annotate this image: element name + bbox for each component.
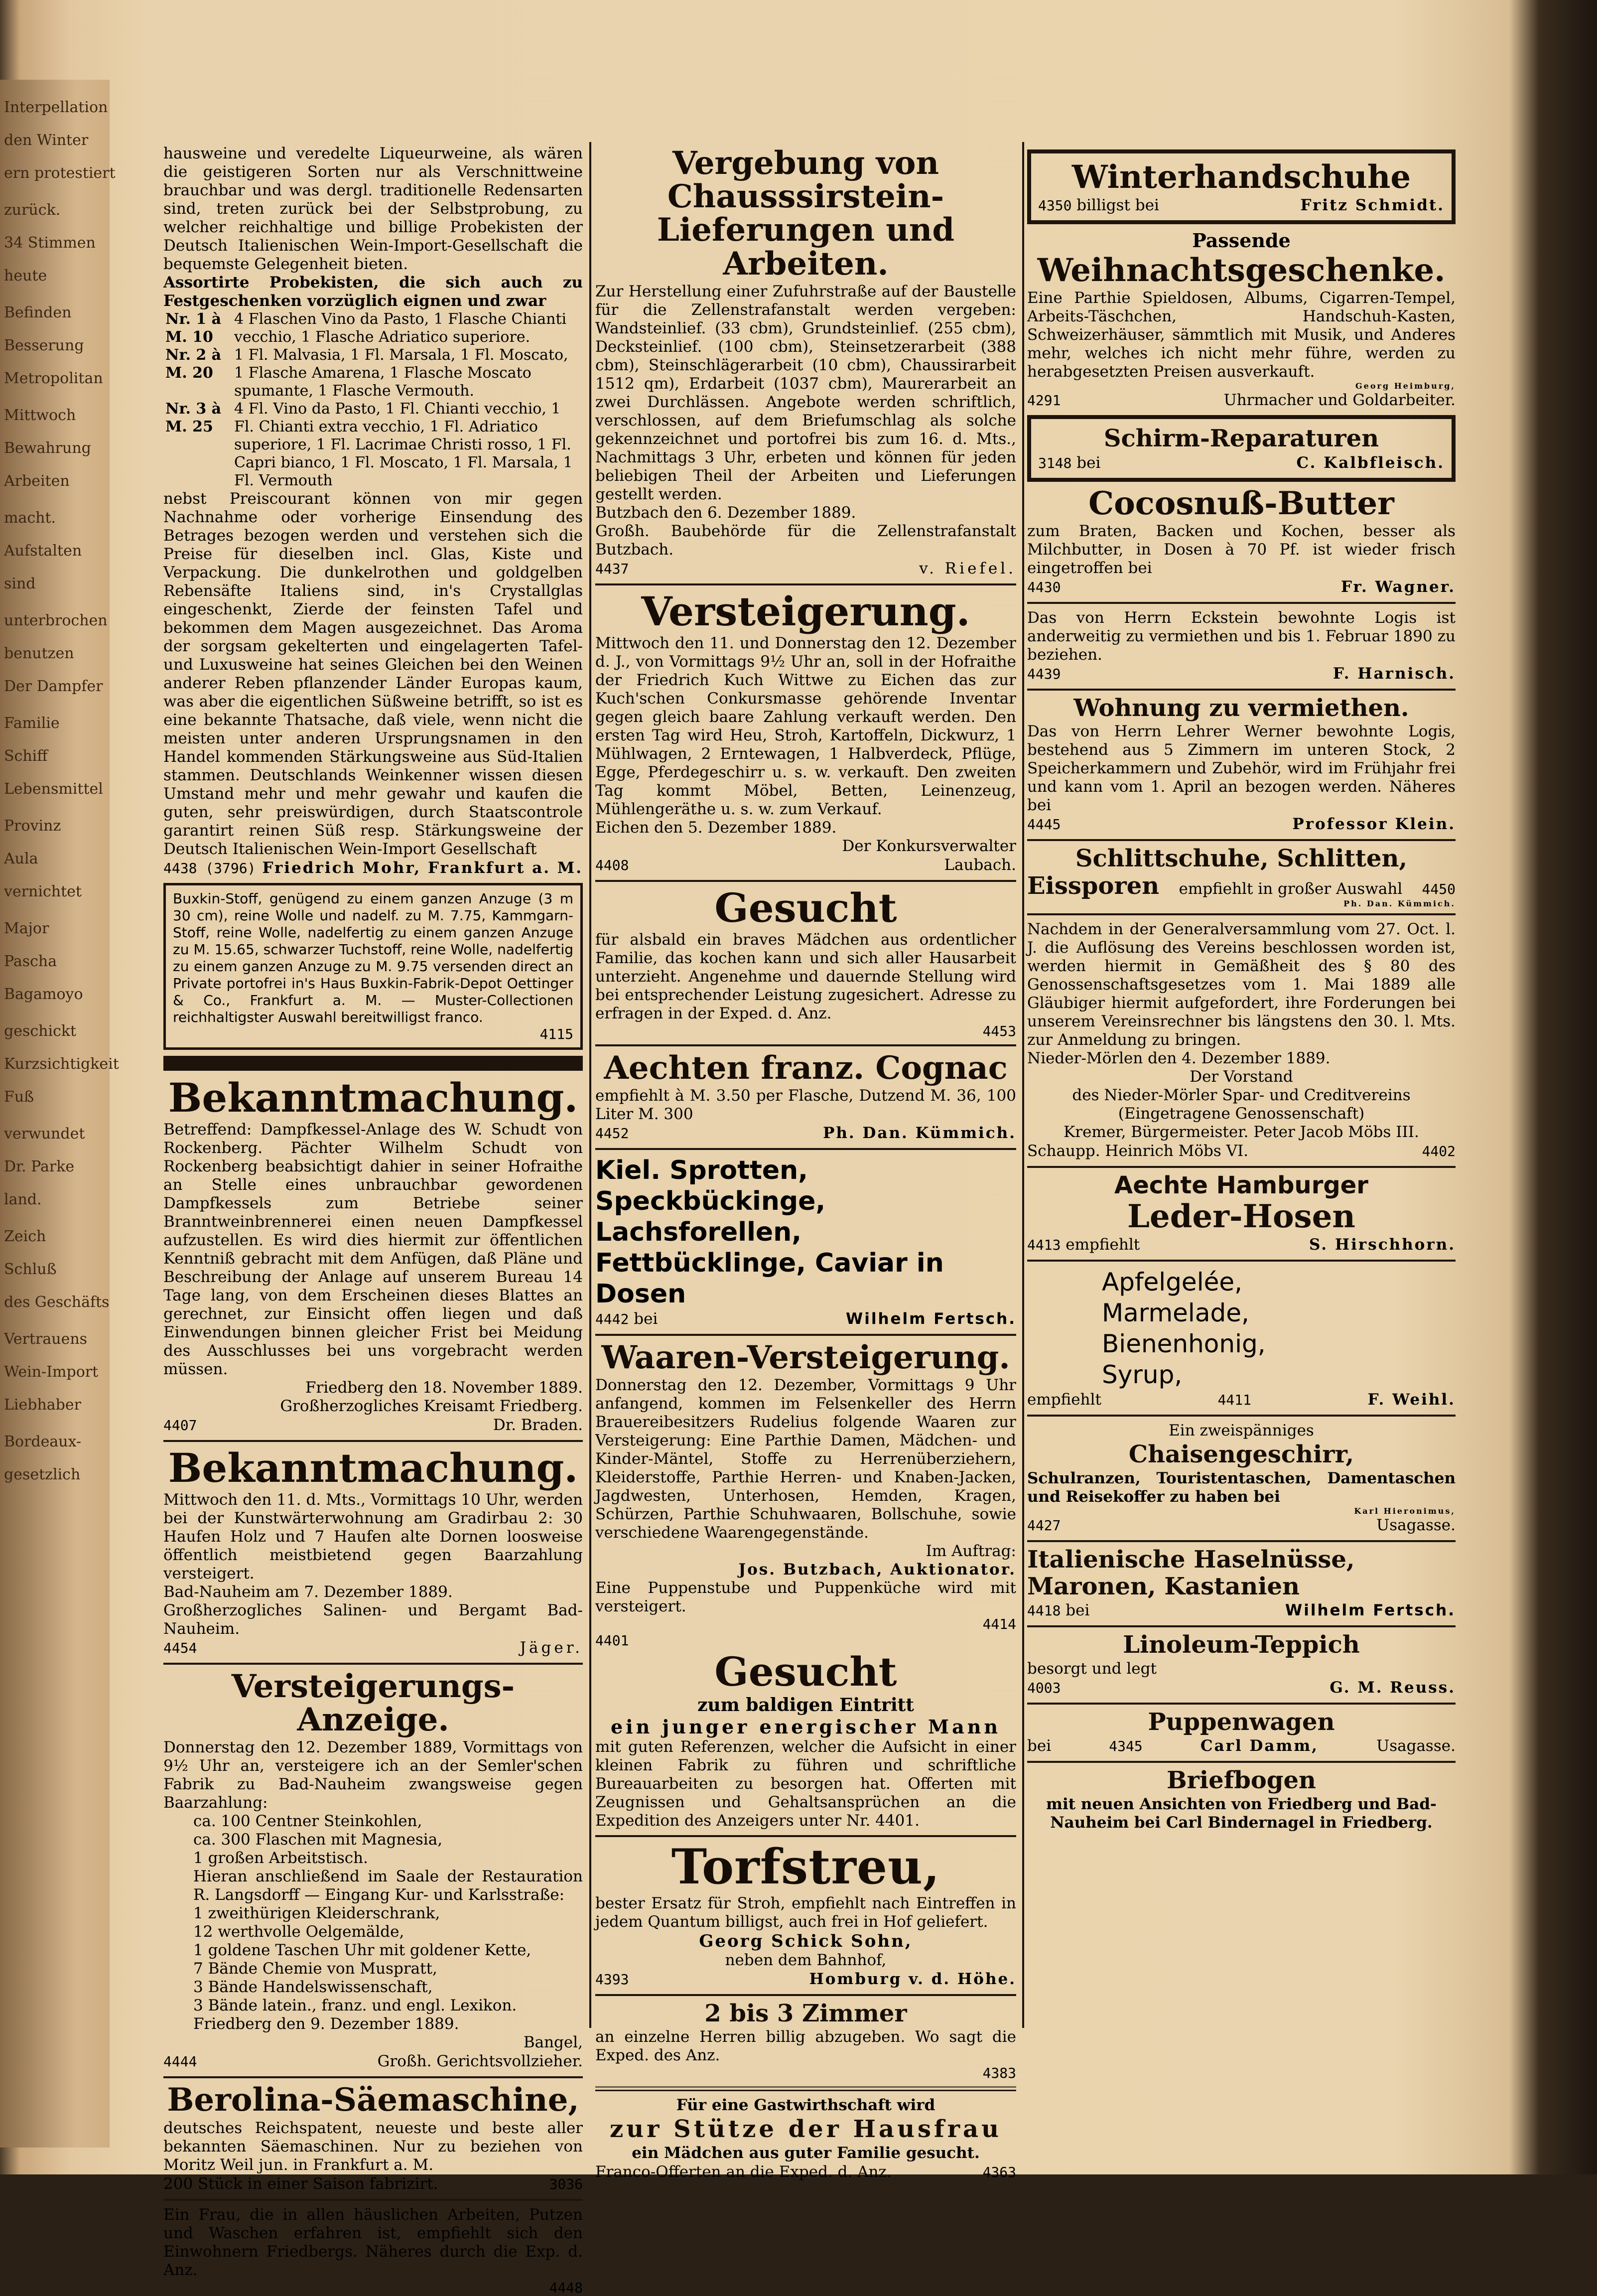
- weih-pre: Passende: [1192, 229, 1291, 252]
- margin-line: Metropolitan: [4, 370, 103, 387]
- office: Großherzogliches Salinen- und Bergamt Bad-Nauheim.: [163, 1601, 583, 1638]
- footer: [595, 559, 1016, 578]
- versteigerung-item: 1 großen Arbeitstisch.: [193, 1849, 368, 1867]
- gesucht-2-sub: zum baldigen Eintritt: [697, 1695, 914, 1716]
- margin-line: Bordeaux-: [4, 1433, 82, 1450]
- torf-title: Torfstreu,: [671, 1839, 940, 1895]
- column-3: [1027, 144, 1456, 2033]
- bekanntmachung-1-text: Betreffend: Dampfkessel-Anlage des W. Schudt von Rockenberg. Pächter Wilhelm Schudt von Rockenberg beabsichtigt dahier in seiner Hofraithe an Stelle eines unbrauchbar gewordenen Dampfkessels zum Betriebe seiner Branntweinbrennerei einen neuen Dampfkessel aufzustellen. Es wird dies hiermit zur öffentlichen Kenntniß gebracht mit dem Anfügen, daß Pläne und Beschreibung der Anlage auf unserem Bureau 14 Tage lang, von dem Erscheinen dieses Blattes an gerechnet, zur Einsicht offen liegen und daß Einwendungen binnen gleicher Frist bei Meidung des Ausschlusses bei uns vorgebracht werden müssen.: [163, 1121, 583, 1378]
- stuetze-text-2: Franco-Offerten an die Exped. d. Anz.: [595, 2162, 892, 2181]
- date: Eichen den 5. Dezember 1889.: [595, 818, 837, 837]
- winter-text: billigst bei: [1076, 196, 1159, 215]
- city: Usagasse.: [1376, 1737, 1456, 1755]
- column-1: [163, 144, 583, 2296]
- margin-line: Interpellation: [4, 99, 108, 116]
- signature: Jos. Butzbach, Auktionator.: [738, 1561, 1016, 1579]
- schirm-ad: [1027, 415, 1456, 481]
- ad-number: 4427: [1027, 1517, 1061, 1534]
- seller: Fritz Schmidt.: [1300, 196, 1445, 215]
- footer: [1027, 1142, 1456, 1161]
- apfel-item: Syrup,: [1102, 1360, 1183, 1390]
- wine-row: [163, 400, 583, 490]
- ad-number: 4444: [163, 2053, 197, 2070]
- ad-number: 4345: [1109, 1738, 1143, 1755]
- ad-number: 4438 (3796): [163, 860, 256, 876]
- versteigerungs-anzeige-title: Versteigerungs-Anzeige.: [231, 1668, 515, 1739]
- margin-line: Major: [4, 920, 49, 937]
- footer: [1027, 1516, 1456, 1535]
- seller: Karl Hieronimus,: [1354, 1506, 1456, 1516]
- apfel-items: [1027, 1267, 1456, 1390]
- address: neben dem Bahnhof,: [725, 1951, 887, 1969]
- waren-text: Donnerstag den 12. Dezember, Vormittags 9 Uhr anfangend, kommen im Felsenkeller des Herrn Brauereibesitzers Rudelius folgende Waaren zur Versteigerung: Eine Parthie Damen, Mädchen- und Kinder-Mäntel, Stoffe zu Herrenüberziehern, Kleiderstoffe, Parthie Herren- und Knaben-Jacken, Jagdwesten, Unterhosen, Hemden, Kragen, Schürzen, Parthie Schuhwaaren, Bollschuhe, sowie verschiedene Waarengegenstände.: [595, 1376, 1016, 1542]
- apfel-item: Apfelgelée,: [1102, 1268, 1243, 1297]
- wine-desc: 4 Flaschen Vino da Pasto, 1 Flasche Chianti vecchio, 1 Flasche Adriatico superiore.: [234, 310, 567, 346]
- schlitt-title-2: Eissporen: [1027, 871, 1160, 900]
- stuetze-title: zur Stütze der Hausfrau: [610, 2115, 1002, 2144]
- city: Homburg v. d. Höhe.: [809, 1970, 1016, 1988]
- margin-line: heute: [4, 267, 47, 285]
- lino-title: Linoleum-Teppich: [1123, 1631, 1360, 1659]
- margin-line: Arbeiten: [4, 472, 70, 490]
- margin-line: den Winter: [4, 132, 89, 149]
- seller: Fr. Wagner.: [1341, 577, 1456, 596]
- city: Usagasse.: [1376, 1516, 1456, 1534]
- ad-number: 4401: [595, 1632, 629, 1649]
- date: Bad-Nauheim am 7. Dezember 1889.: [163, 1583, 453, 1601]
- margin-line: 34 Stimmen: [4, 234, 96, 252]
- margin-line: Kurzsichtigkeit: [4, 1055, 119, 1073]
- apfel-text: empfiehlt: [1027, 1391, 1101, 1409]
- cocos-text: zum Braten, Backen und Kochen, besser als Milchbutter, in Dosen à 70 Pf. ist wieder frisch eingetroffen bei: [1027, 522, 1456, 577]
- margin-line: verwundet: [4, 1125, 85, 1143]
- ad-number: 4450: [1422, 880, 1456, 897]
- buxkin-ad: [163, 883, 583, 1050]
- role: Der Konkursverwalter: [842, 837, 1016, 855]
- ad-number: 4115: [539, 1026, 573, 1042]
- footer: [163, 1638, 583, 1658]
- ad-number: 4414: [982, 1616, 1016, 1633]
- ham-title-2: Leder-Hosen: [1127, 1198, 1355, 1236]
- seller: Wilhelm Fertsch.: [1285, 1601, 1456, 1620]
- kiel-title: Kiel. Sprotten, Speckbückinge, Lachsforellen, Fettbücklinge, Caviar in Dosen: [595, 1155, 944, 1309]
- logis-text: Das von Herrn Eckstein bewohnte Logis ist anderweitig zu vermiethen und bis 1. Februar 1890 zu beziehen.: [1027, 608, 1456, 664]
- footer: [1038, 453, 1445, 473]
- margin-line: sind: [4, 575, 36, 592]
- stuetze-text: ein Mädchen aus guter Familie gesucht.: [632, 2144, 980, 2162]
- wine-box-title: Assortirte Probekisten, die sich auch zu Festgeschenken vorzüglich eignen und zwar: [163, 274, 583, 310]
- margin-line: zurück.: [4, 201, 61, 219]
- versteigerung-text: Mittwoch den 11. und Donnerstag den 12. Dezember d. J., von Vormittags 9½ Uhr an, soll in der Hofraithe der Friedrich Kuch Wittwe zu Eichen das zur Kuch'schen Conkursmasse gehörende Inventar gegen gleich baare Zahlung verkauft werden. Den ersten Tag wird Heu, Stroh, Kartoffeln, Dickwurz, 1 Mühlwagen, 2 Erntewagen, 1 Halbverdeck, Pflüge, Egge, Pferdegeschirr u. s. w. verkauft. Den zweiten Tag kommt Möbel, Betten, Leinenzeug, Mühlengeräthe u. s. w. zum Verkauf.: [595, 634, 1016, 818]
- bekanntmachung-1-title: Bekanntmachung.: [168, 1074, 578, 1121]
- margin-line: Aula: [4, 850, 38, 867]
- margin-line: Dr. Parke: [4, 1158, 75, 1175]
- date: Friedberg den 9. Dezember 1889.: [193, 2015, 459, 2033]
- margin-line: unterbrochen: [4, 612, 108, 629]
- verein-text: Nachdem in der Generalversammlung vom 27. Oct. l. J. die Auflösung des Vereins beschlossen worden ist, werden hiermit in Gemäßheit des § 80 des Genossenschaftsgesetzes vom 1. Mai 1889 alle Gläubiger hiermit aufgefordert, ihre Forderungen bei unserem Vereinsrechner bis längstens den 30. l. Mts. zur Anmeldung zu bringen.: [1027, 920, 1456, 1049]
- wine-desc: 1 Fl. Malvasia, 1 Fl. Marsala, 1 Fl. Moscato, 1 Flasche Amarena, 1 Flasche Moscato spumante, 1 Flasche Vermouth.: [234, 346, 568, 400]
- zimmer-text: an einzelne Herren billig abzugeben. Wo sagt die Exped. des Anz.: [595, 2028, 1016, 2065]
- ad-number: 4437: [595, 560, 629, 577]
- signature: Laubach.: [944, 856, 1016, 874]
- gesucht-2-sub-2: ein junger energischer Mann: [610, 1716, 1001, 1738]
- footer: [595, 1970, 1016, 1989]
- bekanntmachung-2-text: Mittwoch den 11. d. Mts., Vormittags 10 Uhr, werden bei der Kunstwärterwohnung am Gradirbau 2: 30 Haufen Holz und 7 Haufen alte Dornen loosweise öffentlich meistbietend gegen Baarzahlung versteigert.: [163, 1491, 583, 1582]
- margin-line: Der Dampfer: [4, 678, 103, 695]
- weih-title: Weihnachtsgeschenke.: [1037, 252, 1446, 289]
- signature: v. Riefel.: [919, 559, 1016, 577]
- seller: Professor Klein.: [1292, 815, 1456, 834]
- seller: Ph. Dan. Kümmich.: [1343, 898, 1456, 908]
- zimmer-title: 2 bis 3 Zimmer: [704, 1999, 907, 2027]
- chaise-title: Chaisengeschirr,: [1128, 1440, 1354, 1469]
- margin-line: Bewahrung: [4, 439, 91, 457]
- seller: F. Harnisch.: [1332, 664, 1456, 683]
- ad-number: 4411: [1217, 1392, 1251, 1409]
- chaise-text: Schulranzen, Touristentaschen, Damentaschen und Reisekoffer zu haben bei: [1027, 1469, 1456, 1506]
- margin-line: vernichtet: [4, 883, 82, 900]
- margin-line: Fuß: [4, 1088, 34, 1106]
- seller: Friedrich Mohr, Frankfurt a. M.: [262, 859, 583, 877]
- bei: bei: [1027, 1737, 1052, 1755]
- margin-line: des Geschäfts: [4, 1293, 110, 1311]
- wine-footer: [163, 859, 583, 878]
- margin-line: Provinz: [4, 817, 61, 835]
- puppe-title: Puppenwagen: [1148, 1708, 1335, 1736]
- footer: [1027, 577, 1456, 597]
- versteigerungs-anzeige-text: Donnerstag den 12. Dezember 1889, Vormittags von 9½ Uhr an, versteigere ich an der Semler'schen Fabrik zu Bad-Nauheim zwangsweise gegen Baarzahlung:: [163, 1738, 583, 1812]
- footer: [1027, 815, 1456, 834]
- wine-no: Nr. 2 à M. 20: [165, 346, 222, 382]
- name: Bangel,: [523, 2033, 583, 2052]
- ad-number: 4350: [1038, 197, 1072, 214]
- versteigerung-item: ca. 300 Flaschen mit Magnesia,: [193, 1831, 443, 1849]
- footer: [1038, 196, 1445, 215]
- names-2: Schaupp. Heinrich Möbs VI.: [1027, 1142, 1249, 1160]
- org-2: (Eingetragene Genossenschaft): [1118, 1104, 1365, 1123]
- margin-line: gesetzlich: [4, 1466, 81, 1483]
- ad-number: 4453: [982, 1022, 1016, 1039]
- waren-title: Waaren-Versteigerung.: [601, 1338, 1010, 1376]
- chaise-pre: Ein zweispänniges: [1169, 1422, 1314, 1440]
- waren-text-2: Eine Puppenstube und Puppenküche wird mit versteigert.: [595, 1579, 1016, 1616]
- bei: bei: [1076, 453, 1101, 472]
- brief-title: Briefbogen: [1167, 1766, 1316, 1795]
- seller: Wilhelm Fertsch.: [846, 1309, 1016, 1328]
- org: des Nieder-Mörler Spar- und Creditvereins: [1072, 1086, 1411, 1104]
- footer: [1027, 1736, 1456, 1756]
- hasel-title-2: Maronen, Kastanien: [1027, 1573, 1300, 1601]
- stat: 200 Stück in einer Saison fabrizirt.: [163, 2174, 438, 2193]
- ad-number: 4445: [1027, 816, 1061, 833]
- brief-text: mit neuen Ansichten von Friedberg und Bad-Nauheim bei Carl Bindernagel in Friedberg.: [1046, 1795, 1437, 1832]
- margin-line: geschickt: [4, 1022, 77, 1040]
- berolina-text: deutsches Reichspatent, neueste und beste aller bekannten Säemaschinen. Nur zu beziehen von Moritz Weil jun. in Frankfurt a. M.: [163, 2119, 583, 2174]
- ad-number: 4003: [1027, 1679, 1061, 1696]
- footer: [595, 856, 1016, 875]
- margin-line: Vertrauens: [4, 1330, 88, 1348]
- margin-line: macht.: [4, 509, 56, 527]
- versteigerung-item: Hieran anschließend im Saale der Restauration R. Langsdorff — Eingang Kur- und Karlsstraße:: [193, 1867, 583, 1904]
- office: Großh. Baubehörde für die Zellenstrafanstalt Butzbach.: [595, 522, 1016, 559]
- names: Kremer, Bürgermeister. Peter Jacob Möbs III.: [1064, 1123, 1419, 1141]
- ad-number: 4442: [595, 1310, 629, 1327]
- footer: [1027, 1678, 1456, 1698]
- ad-number: 4452: [595, 1125, 629, 1142]
- versteigerung-item: 3 Bände latein., franz. und engl. Lexikon.: [193, 1997, 517, 2015]
- signature: Dr. Braden.: [493, 1416, 583, 1434]
- date: Butzbach den 6. Dezember 1889.: [595, 503, 856, 522]
- lino-text: besorgt und legt: [1027, 1659, 1157, 1678]
- wine-no: Nr. 3 à M. 25: [165, 400, 222, 435]
- margin-line: Wein-Import: [4, 1363, 99, 1381]
- schirm-title: Schirm-Reparaturen: [1103, 425, 1379, 453]
- black-bar: [163, 1056, 583, 1071]
- versteigerung-item: ca. 100 Centner Steinkohlen,: [193, 1812, 422, 1831]
- cognac-text: empfiehlt à M. 3.50 per Flasche, Dutzend M. 36, 100 Liter M. 300: [595, 1086, 1016, 1123]
- seller: S. Hirschhorn.: [1309, 1236, 1456, 1254]
- apfel-item: Marmelade,: [1102, 1298, 1249, 1328]
- winter-title: Winterhandschuhe: [1071, 158, 1411, 196]
- versteigerung-item: 1 zweithürigen Kleiderschrank,: [193, 1904, 440, 1923]
- buxkin-text: Buxkin-Stoff, genügend zu einem ganzen Anzuge (3 m 30 cm), reine Wolle und nadelf. zu M. 7.75, Kammgarn-Stoff, reine Wolle, nadelfertig zu einem ganzen Anzuge zu M. 15.65, schwarzer Tuchstoff, reine Wolle, nadelfertig zu einem ganzen Anzuge zu M. 9.75 versenden direct an Private portofrei in's Haus Buxkin-Fabrik-Depot Oettinger & Co., Frankfurt a. M. — Muster-Collectionen reichhaltigster Auswahl bereitwilligst franco.: [173, 890, 573, 1025]
- margin-line: Lebensmittel: [4, 780, 103, 798]
- footer: [1027, 1390, 1456, 1410]
- ad-number: 4402: [1422, 1143, 1456, 1159]
- role: Uhrmacher und Goldarbeiter.: [1223, 391, 1456, 410]
- margin-line: Mittwoch: [4, 407, 76, 424]
- footer: [163, 1416, 583, 1435]
- cocos-title: Cocosnuß-Butter: [1088, 484, 1394, 522]
- frau-text: Ein Frau, die in allen häuslichen Arbeiten, Putzen und Waschen erfahren ist, empfiehlt sich den Einwohnern Friedbergs. Näheres durch die Exp. d. Anz.: [163, 2205, 583, 2279]
- vergebung-title: Vergebung von Chausssirstein-Lieferungen und Arbeiten.: [657, 144, 955, 283]
- footer: [1027, 1601, 1456, 1620]
- margin-line: Liebhaber: [4, 1396, 81, 1414]
- ham-text: empfiehlt: [1065, 1236, 1140, 1254]
- footer: [595, 2162, 1016, 2182]
- hasel-title: Italienische Haselnüsse,: [1027, 1545, 1355, 1574]
- ad-number: 4454: [163, 1640, 197, 1656]
- ad-number: 4430: [1027, 578, 1061, 595]
- margin-line: benutzen: [4, 645, 74, 662]
- bekanntmachung-2-title: Bekanntmachung.: [168, 1444, 578, 1491]
- wine-desc: 4 Fl. Vino da Pasto, 1 Fl. Chianti vecchio, 1 Fl. Chianti extra vecchio, 1 Fl. Adriatico superiore, 1 Fl. Lacrimae Christi rosso, 1 Fl. Capri bianco, 1 Fl. Moscato, 1 Fl. Marsala, 1 Fl. Vermouth: [234, 400, 573, 489]
- auftrag: Im Auftrag:: [926, 1542, 1016, 1561]
- role: Der Vorstand: [1190, 1067, 1293, 1086]
- schlitt-text: empfiehlt in großer Auswahl: [1179, 879, 1403, 898]
- winter-ad: [1027, 149, 1456, 224]
- gesucht-2-text: mit guten Referenzen, welcher die Aufsicht in einer kleinen Fabrik zu führen und schriftliche Bureauarbeiten zu besorgen hat. Offerten mit Zeugnissen und Gehaltsansprüchen an die Expedition des Anzeigers unter Nr. 4401.: [595, 1738, 1016, 1830]
- vergebung-text: Zur Herstellung einer Zufuhrstraße auf der Baustelle für die Zellenstrafanstalt werden vergeben: Wandsteinlief. (33 cbm), Grundsteinlief. (255 cbm), Decksteinlief. (100 cbm), Steinsetzerarbeit (388 cbm), Steinschlägerarbeit (10 cbm), Chaussirarbeit 1512 qm), Erdarbeit (1037 cbm), Maurerarbeit an zwei Durchlässen. Angebote werden schriftlich, verschlossen, auf dem Briefumschlag als solche gekennzeichnet und portofrei bis zum 16. d. Mts., Nachmittags 3 Uhr, erbeten und können für jeden beliebigen Theil der Arbeiten und Lieferungen gestellt werden.: [595, 282, 1016, 503]
- wine-body: nebst Preiscourant können von mir gegen Nachnahme oder vorherige Einsendung des Betrages bezogen werden und verstehen sich die Preise für dieselben incl. Glas, Kiste und Verpackung. Die dunkelrothen und goldgelben Rebensäfte Italiens sind, in's Crystallglas eingeschenkt, Zierde der feinsten Tafel und bekommen dem Magen ausgezeichnet. Das Aroma der sorgsam gekelterten und eingelagerten Tafel- und Luxusweine hat seines Gleichen bei den Weinen anderer Reben pflanzender Länder Europas kaum, was aber die eigentlichen Süßweine betrifft, so ist es eine bekannte Thatsache, daß viele, wenn nicht die meisten unter anderen Ursprungsnamen in den Handel kommenden Stärkungsweine aus Süd-Italien stammen. Deutschlands Weinkenner wissen diesen Umstand mehr und mehr gewahr und kaufen die guten, sehr preiswürdigen, durch Staatscontrole garantirt reinen Süß resp. Stärkungsweine der Deutsch Italienischen Wein-Import Gesellschaft: [163, 490, 583, 858]
- cognac-title: Aechten franz. Cognac: [604, 1049, 1008, 1087]
- footer: [1027, 391, 1456, 410]
- left-page-margin: [0, 80, 119, 2148]
- ad-number: 4413: [1027, 1237, 1061, 1254]
- footer: [1027, 664, 1456, 684]
- seller: G. M. Reuss.: [1330, 1678, 1456, 1697]
- wine-table: [163, 310, 583, 490]
- date: Nieder-Mörlen den 4. Dezember 1889.: [1027, 1049, 1331, 1067]
- wine-no: Nr. 1 à M. 10: [165, 310, 222, 346]
- wine-row: [163, 346, 583, 400]
- apfel-item: Bienenhonig,: [1102, 1329, 1266, 1359]
- date: Friedberg den 18. November 1889.: [305, 1379, 583, 1397]
- versteigerung-item: 12 werthvolle Oelgemälde,: [193, 1923, 404, 1941]
- versteigerung-items: [163, 1812, 583, 2015]
- margin-line: Familie: [4, 715, 60, 732]
- margin-line: land.: [4, 1191, 42, 1208]
- bei: bei: [1065, 1601, 1090, 1620]
- versteigerung-item: 7 Bände Chemie von Muspratt,: [193, 1960, 437, 1978]
- ad-number: 4363: [982, 2163, 1016, 2180]
- versteigerung-item: 3 Bände Handelswissenschaft,: [193, 1978, 433, 1997]
- weih-text: Eine Parthie Spieldosen, Albums, Cigarren-Tempel, Arbeits-Täschchen, Handschuh-Kasten, Schweizerhäuser, sämmtlich mit Musik, und Anderes mehr, welches ich nicht mehr führe, werden zu herabgesetzten Preisen ausverkauft.: [1027, 289, 1456, 381]
- ad-number: 4448: [549, 2279, 583, 2296]
- column-rule-1: [589, 142, 591, 2028]
- ad-number: 3036: [549, 2175, 583, 2192]
- berolina-title: Berolina-Säemaschine,: [167, 2081, 579, 2119]
- margin-line: Befinden: [4, 304, 72, 321]
- column-rule-2: [1022, 142, 1024, 2028]
- footer: [163, 2174, 583, 2194]
- margin-line: ern protestiert: [4, 164, 116, 182]
- footer: [1027, 1235, 1456, 1255]
- seller: Ph. Dan. Kümmich.: [823, 1124, 1016, 1142]
- ad-number: 4418: [1027, 1602, 1061, 1619]
- office: Großherzogliches Kreisamt Friedberg.: [280, 1397, 583, 1415]
- wine-row: [163, 310, 583, 346]
- wohn-text: Das von Herrn Lehrer Werner bewohnte Logis, bestehend aus 5 Zimmern im unteren Stock, 2 Speicherkammern und Zubehör, wird im Frühjahr frei und kann vom 1. April an bezogen werden. Näheres bei: [1027, 722, 1456, 815]
- signature: Großh. Gerichtsvollzieher.: [377, 2052, 583, 2071]
- schlitt-title: Schlittschuhe, Schlitten,: [1075, 845, 1408, 873]
- seller: C. Kalbfleisch.: [1296, 453, 1445, 472]
- seller: Georg Schick Sohn,: [699, 1931, 913, 1951]
- margin-line: Besserung: [4, 337, 84, 354]
- wohn-title: Wohnung zu vermiethen.: [1073, 694, 1409, 722]
- margin-line: Zeich: [4, 1228, 46, 1245]
- footer: [163, 2052, 583, 2071]
- versteigerung-title: Versteigerung.: [641, 587, 970, 635]
- seller: Georg Heimburg,: [1355, 381, 1456, 391]
- margin-line: Schluß: [4, 1261, 57, 1278]
- margin-line: Aufstalten: [4, 542, 82, 560]
- bei: bei: [634, 1309, 658, 1328]
- margin-line: Pascha: [4, 953, 57, 970]
- stuetze-pre: Für eine Gastwirthschaft wird: [676, 2096, 935, 2115]
- schlitt-row: [1027, 873, 1456, 899]
- ad-number: 4439: [1027, 665, 1061, 682]
- ad-number: 4407: [163, 1417, 197, 1434]
- seller: F. Weihl.: [1367, 1391, 1456, 1409]
- margin-line: Bagamoyo: [4, 986, 83, 1003]
- footer: [595, 1124, 1016, 1143]
- wine-intro: hausweine und veredelte Liqueurweine, als wären die geistigeren Sorten nur als Verschnittweine brauchbar und was dergl. traditionelle Redensarten sind, treten zurück bei der Selbstprobung, zu welcher reichhaltige und billige Probekisten der Deutsch Italienischen Wein-Import-Gesellschaft die bequemste Gelegenheit bieten.: [163, 144, 583, 273]
- torf-text: bester Ersatz für Stroh, empfiehlt nach Eintreffen in jedem Quantum billigst, auch frei in Hof geliefert.: [595, 1894, 1016, 1931]
- ad-number: 4408: [595, 857, 629, 873]
- signature: Jäger.: [520, 1639, 583, 1657]
- ad-number: 4291: [1027, 392, 1061, 409]
- ham-title: Aechte Hamburger: [1114, 1171, 1368, 1199]
- ad-number: 3148: [1038, 454, 1072, 471]
- versteigerung-item: 1 goldene Taschen Uhr mit goldener Kette,: [193, 1941, 532, 1960]
- gesucht-2-title: Gesucht: [714, 1648, 897, 1696]
- seller: Carl Damm,: [1200, 1737, 1319, 1755]
- gesucht-1-title: Gesucht: [714, 884, 897, 931]
- ad-number: 4393: [595, 1971, 629, 1988]
- ad-number: 4383: [982, 2065, 1016, 2082]
- footer: [595, 1309, 1016, 1329]
- margin-line: Schiff: [4, 747, 48, 765]
- column-2: [595, 144, 1016, 2181]
- gesucht-1-text: für alsbald ein braves Mädchen aus ordentlicher Familie, das kochen kann und sich aller Hausarbeit unterzieht. Angenehme und dauernde Stellung wird bei entsprechender Leistung zugesichert. Adresse zu erfragen in der Exped. d. Anz.: [595, 930, 1016, 1022]
